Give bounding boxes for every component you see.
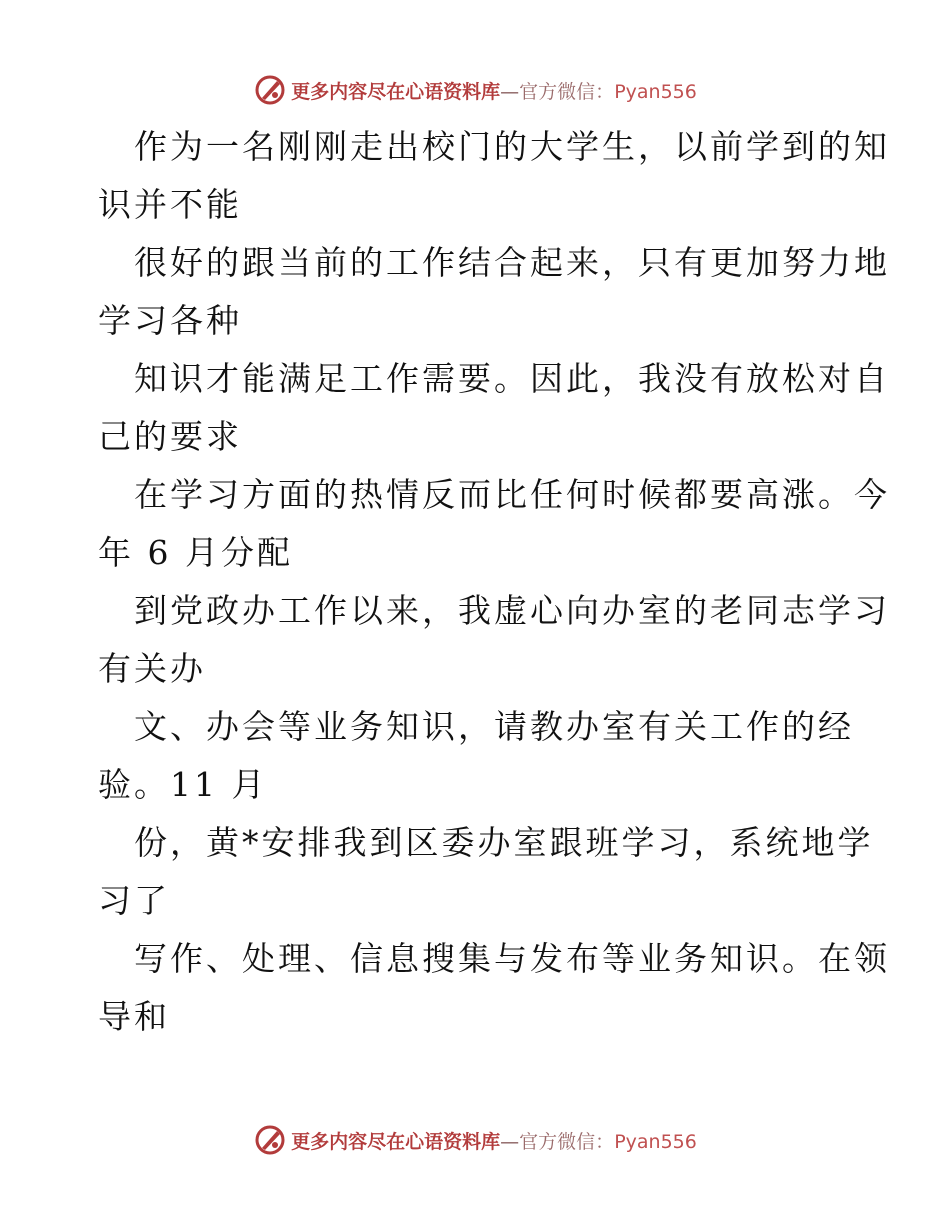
footer-watermark — [0, 1120, 950, 1160]
watermark-text — [291, 1127, 697, 1154]
text-line-14: 习了 — [98, 881, 170, 920]
document-body — [98, 118, 890, 1046]
watermark-separator: — — [500, 1130, 520, 1153]
watermark-wechat-id: Pyan556 — [614, 1130, 697, 1153]
text-line-13: 份，黄*安排我到区委办室跟班学习，系统地学 — [134, 823, 874, 862]
watermark-separator: — — [500, 80, 520, 103]
watermark-wechat-label: 官方微信： — [519, 1130, 615, 1153]
text-line-9: 到党政办工作以来，我虚心向办室的老同志学习 — [134, 591, 890, 630]
text-line-10: 有关办 — [98, 649, 206, 688]
header-watermark — [0, 70, 950, 110]
watermark-wechat-label: 官方微信： — [519, 80, 615, 103]
quill-logo-icon — [253, 1123, 287, 1157]
watermark-site-text: 更多内容尽在心语资料库 — [291, 1130, 501, 1153]
quill-logo-icon — [253, 73, 287, 107]
watermark-text — [291, 77, 697, 104]
text-line-2: 识并不能 — [98, 185, 242, 224]
text-line-1: 作为一名刚刚走出校门的大学生，以前学到的知 — [134, 127, 890, 166]
text-line-7: 在学习方面的热情反而比任何时候都要高涨。今 — [134, 475, 890, 514]
text-line-6: 己的要求 — [98, 417, 242, 456]
text-line-4: 学习各种 — [98, 301, 242, 340]
text-line-8: 年 6 月分配 — [98, 533, 293, 572]
text-line-12: 验。11 月 — [98, 765, 268, 804]
text-line-15: 写作、处理、信息搜集与发布等业务知识。在领 — [134, 939, 890, 978]
watermark-wechat-id: Pyan556 — [614, 80, 697, 103]
text-line-3: 很好的跟当前的工作结合起来，只有更加努力地 — [134, 243, 890, 282]
text-line-11: 文、办会等业务知识，请教办室有关工作的经 — [134, 707, 854, 746]
text-line-5: 知识才能满足工作需要。因此，我没有放松对自 — [134, 359, 890, 398]
watermark-site-text: 更多内容尽在心语资料库 — [291, 80, 501, 103]
text-line-16: 导和 — [98, 997, 170, 1036]
